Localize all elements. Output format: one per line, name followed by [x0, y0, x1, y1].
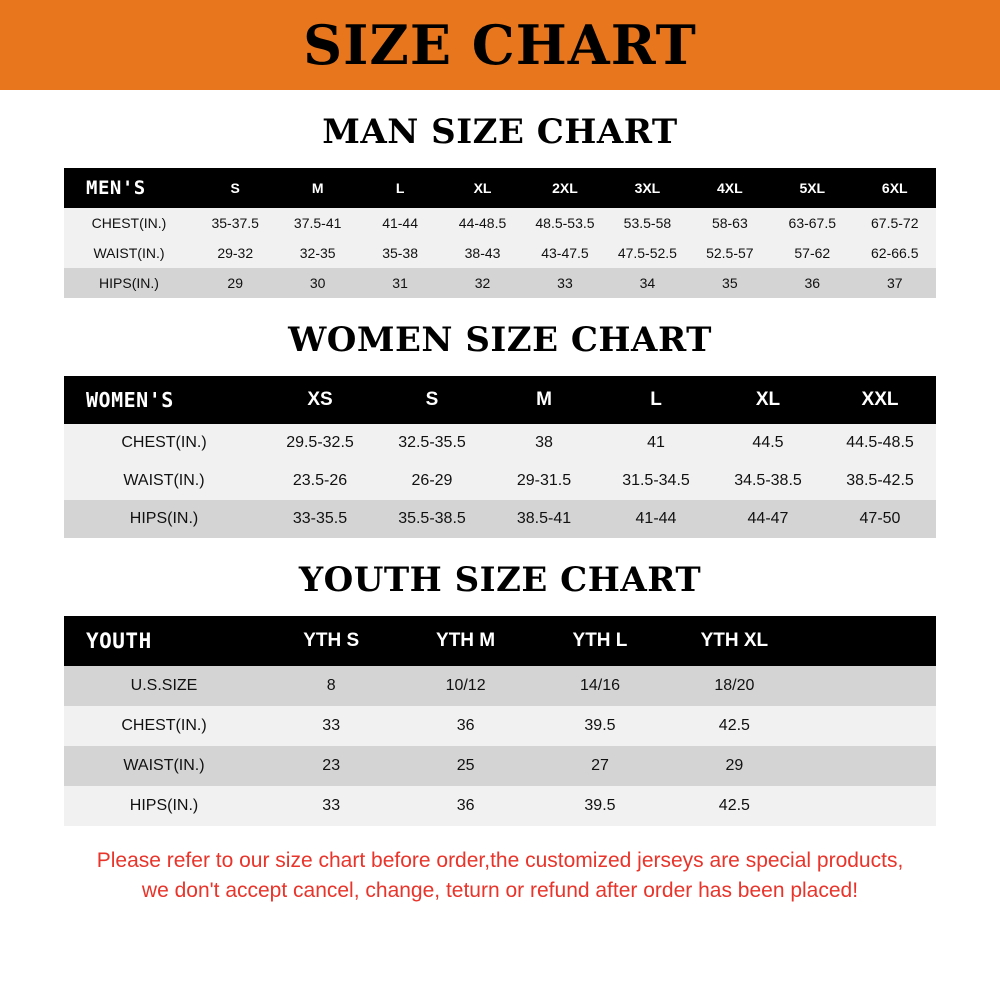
women-col-4: XL [712, 376, 824, 424]
men-col-5: 3XL [606, 168, 688, 208]
table-row [64, 706, 936, 746]
women-r2c1: 35.5-38.5 [376, 500, 488, 538]
youth-r3c3: 42.5 [667, 786, 801, 826]
youth-row2-label: WAIST(IN.) [64, 746, 264, 786]
youth-col-4 [802, 616, 936, 666]
men-r1c6: 52.5-57 [689, 238, 771, 268]
men-r1c5: 47.5-52.5 [606, 238, 688, 268]
women-table-body [64, 424, 936, 538]
men-r2c4: 33 [524, 268, 606, 298]
youth-r0c3: 18/20 [667, 666, 801, 706]
youth-r2c1: 25 [398, 746, 532, 786]
women-r1c3: 31.5-34.5 [600, 462, 712, 500]
men-col-6: 4XL [689, 168, 771, 208]
women-r0c0: 29.5-32.5 [264, 424, 376, 462]
youth-r1c4 [802, 706, 936, 746]
men-r1c8: 62-66.5 [854, 238, 937, 268]
men-r0c2: 41-44 [359, 208, 441, 238]
men-size-table [64, 168, 936, 298]
table-row [64, 424, 936, 462]
women-r1c4: 34.5-38.5 [712, 462, 824, 500]
women-r2c5: 47-50 [824, 500, 936, 538]
men-r0c3: 44-48.5 [441, 208, 523, 238]
women-col-1: S [376, 376, 488, 424]
youth-table-body [64, 666, 936, 826]
men-r2c7: 36 [771, 268, 853, 298]
women-r1c0: 23.5-26 [264, 462, 376, 500]
men-r1c1: 32-35 [276, 238, 358, 268]
men-r0c4: 48.5-53.5 [524, 208, 606, 238]
youth-col-1: YTH M [398, 616, 532, 666]
notice-line-1: Please refer to our size chart before order,the customized jerseys are special products, [96, 849, 904, 872]
women-size-table [64, 376, 936, 538]
table-row [64, 268, 936, 298]
youth-r1c2: 39.5 [533, 706, 667, 746]
men-table-head [64, 168, 936, 208]
women-r2c2: 38.5-41 [488, 500, 600, 538]
youth-r2c2: 27 [533, 746, 667, 786]
women-r2c4: 44-47 [712, 500, 824, 538]
table-row [64, 786, 936, 826]
men-col-7: 5XL [771, 168, 853, 208]
youth-row0-label: U.S.SIZE [64, 666, 264, 706]
women-r1c1: 26-29 [376, 462, 488, 500]
youth-table-head [64, 616, 936, 666]
men-r1c4: 43-47.5 [524, 238, 606, 268]
women-r0c4: 44.5 [712, 424, 824, 462]
men-r0c0: 35-37.5 [194, 208, 276, 238]
women-col-5: XXL [824, 376, 936, 424]
women-r0c3: 41 [600, 424, 712, 462]
men-col-0: S [194, 168, 276, 208]
men-col-4: 2XL [524, 168, 606, 208]
men-row2-label: HIPS(IN.) [64, 268, 194, 298]
women-r1c2: 29-31.5 [488, 462, 600, 500]
banner [0, 0, 1000, 90]
youth-r3c4 [802, 786, 936, 826]
youth-r3c1: 36 [398, 786, 532, 826]
women-r0c5: 44.5-48.5 [824, 424, 936, 462]
notice-text [14, 846, 986, 907]
youth-r0c2: 14/16 [533, 666, 667, 706]
men-r0c7: 63-67.5 [771, 208, 853, 238]
youth-r3c0: 33 [264, 786, 398, 826]
youth-row1-label: CHEST(IN.) [64, 706, 264, 746]
men-r2c0: 29 [194, 268, 276, 298]
women-r2c3: 41-44 [600, 500, 712, 538]
youth-r1c3: 42.5 [667, 706, 801, 746]
men-r0c5: 53.5-58 [606, 208, 688, 238]
banner-title: SIZE CHART [303, 13, 697, 77]
youth-r2c4 [802, 746, 936, 786]
men-r2c6: 35 [689, 268, 771, 298]
table-row [64, 746, 936, 786]
men-row0-label: CHEST(IN.) [64, 208, 194, 238]
table-row [64, 500, 936, 538]
women-r0c2: 38 [488, 424, 600, 462]
men-row1-label: WAIST(IN.) [64, 238, 194, 268]
table-header-row [64, 168, 936, 208]
men-col-1: M [276, 168, 358, 208]
women-row1-label: WAIST(IN.) [64, 462, 264, 500]
men-col-8: 6XL [854, 168, 937, 208]
women-r1c5: 38.5-42.5 [824, 462, 936, 500]
men-r1c0: 29-32 [194, 238, 276, 268]
youth-size-table [64, 616, 936, 826]
men-col-3: XL [441, 168, 523, 208]
youth-col-3: YTH XL [667, 616, 801, 666]
youth-r2c3: 29 [667, 746, 801, 786]
youth-r0c1: 10/12 [398, 666, 532, 706]
youth-r1c0: 33 [264, 706, 398, 746]
men-r2c5: 34 [606, 268, 688, 298]
youth-row3-label: HIPS(IN.) [64, 786, 264, 826]
table-row [64, 666, 936, 706]
youth-col-2: YTH L [533, 616, 667, 666]
youth-col-0: YTH S [264, 616, 398, 666]
women-row2-label: HIPS(IN.) [64, 500, 264, 538]
youth-r0c0: 8 [264, 666, 398, 706]
youth-corner-header: YOUTH [64, 616, 264, 666]
women-corner-header: WOMEN'S [64, 376, 264, 424]
table-row [64, 208, 936, 238]
table-header-row [64, 616, 936, 666]
men-r1c2: 35-38 [359, 238, 441, 268]
women-col-3: L [600, 376, 712, 424]
women-row0-label: CHEST(IN.) [64, 424, 264, 462]
youth-r2c0: 23 [264, 746, 398, 786]
women-col-0: XS [264, 376, 376, 424]
notice-line-2: we don't accept cancel, change, teturn or refund after order has been placed! [141, 879, 859, 903]
men-col-2: L [359, 168, 441, 208]
men-r0c1: 37.5-41 [276, 208, 358, 238]
men-section-title: MAN SIZE CHART [322, 112, 678, 152]
men-r2c2: 31 [359, 268, 441, 298]
women-table-head [64, 376, 936, 424]
youth-r0c4 [802, 666, 936, 706]
women-r2c0: 33-35.5 [264, 500, 376, 538]
women-r0c1: 32.5-35.5 [376, 424, 488, 462]
table-row [64, 462, 936, 500]
men-r0c8: 67.5-72 [854, 208, 937, 238]
women-col-2: M [488, 376, 600, 424]
men-r2c1: 30 [276, 268, 358, 298]
men-corner-header: MEN'S [64, 168, 194, 208]
youth-section-title: YOUTH SIZE CHART [298, 560, 702, 600]
table-row [64, 238, 936, 268]
men-r1c3: 38-43 [441, 238, 523, 268]
youth-r1c1: 36 [398, 706, 532, 746]
table-header-row [64, 376, 936, 424]
men-table-body [64, 208, 936, 298]
women-section-title: WOMEN SIZE CHART [288, 320, 712, 360]
men-r2c3: 32 [441, 268, 523, 298]
men-r0c6: 58-63 [689, 208, 771, 238]
men-r2c8: 37 [854, 268, 937, 298]
youth-r3c2: 39.5 [533, 786, 667, 826]
men-r1c7: 57-62 [771, 238, 853, 268]
